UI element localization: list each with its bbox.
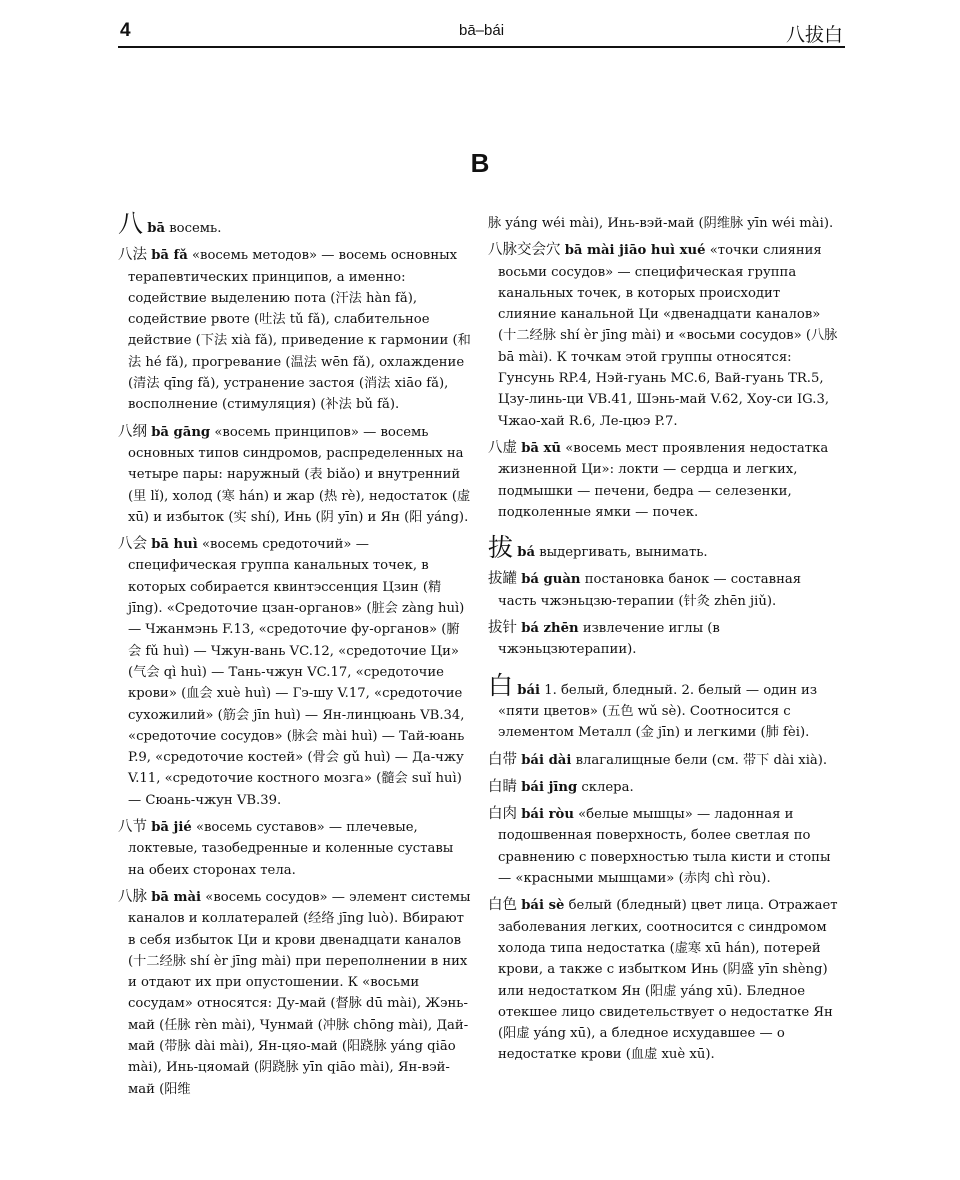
dictionary-entry: 八会 bā huì «восемь средоточий» — специфическая группа канальных точек, в которых собирается квинтэссенция Цзин (精 jīng). «Средоточие цзан-органов» (脏会 zàng huì) — Чжанмэнь F.13, «средоточие фу-органов» (腑会 fǔ huì) — Чжун-вань VC.12, «средоточие Ци» (气会 qì huì) — Тань-чжун VC.17, «средоточие крови» (血会 xuè huì) — Гэ-шу V.17, «средоточие сухожилий» (筋会 jīn huì) — Ян-линцюань VB.34, «средоточие сосудов» (脉会 mài huì) — Тай-юань P.9, «средоточие костей» (骨会 gǔ huì) — Да-чжу V.11, «средоточие костного мозга» (髓会 suǐ huì) — Сюань-чжун VB.39. — [118, 536, 465, 808]
dictionary-entry: 白带 bái dài влагалищные бели (см. 带下 dài xià). — [488, 751, 828, 768]
header-characters: 八拔白 — [785, 24, 843, 46]
dictionary-entry: 拔罐 bá guàn постановка банок — составная часть чжэньцзю-терапии (针灸 zhēn jiǔ). — [488, 571, 802, 609]
dictionary-entry: 八节 bā jié «восемь суставов» — плечевые, локтевые, тазобедренные и коленные суставы на обеих сторонах тела. — [118, 819, 454, 878]
dictionary-entry: 八法 bā fǎ «восемь методов» — восемь основных терапевтических принципов, а именно: содействие выделению пота (汗法 hàn fǎ), содействие рвоте (吐法 tǔ fǎ), слабительное действие (下法 xià fǎ), приведение к гармонии (和法 hé fǎ), прогревание (温法 wēn fǎ), охлаждение (清法 qīng fǎ), устранение застоя (消法 xiāo fǎ), восполнение (стимуляция) (补法 bǔ fǎ). — [118, 247, 471, 413]
dictionary-entry: 白睛 bái jīng склера. — [488, 778, 634, 795]
dictionary-entry: 白色 bái sè белый (бледный) цвет лица. Отражает заболевания легких, соотносится с синдромом холода типа недостатка (虚寒 xū hán), потерей крови, а также с избытком Инь (阴盛 yīn shèng) или недостатком Ян (阳虚 yáng xū). Бледное отекшее лицо свидетельствует о недостатке Ян (阳虚 yáng xū), а бледное исхудавшее — о недостатке крови (血虚 xuè xū). — [488, 897, 838, 1063]
dictionary-entry: 八虚 bā xū «восемь мест проявления недостатка жизненной Ци»: локти — сердца и легких, подмышки — печени, бедра — селезенки, подколенные ямки — почек. — [488, 439, 829, 520]
dictionary-entry: 八脉交会穴 bā mài jiāo huì xué «точки слияния восьми сосудов» — специфическая группа канальных точек, в которых происходит слияние канальной Ци «двенадцати каналов» (十二经脉 shí èr jīng mài) и «восьми сосудов» (八脉 bā mài). К точкам этой группы относятся: Гунсунь RP.4, Нэй-гуань MC.6, Вай-гуань TR.5, Цзу-линь-ци VB.41, Шэнь-май V.62, Хоу-си IG.3, Чжао-хай R.6, Ле-цюэ P.7. — [488, 242, 838, 429]
dictionary-entry-bai: 白 bái 1. белый, бледный. 2. белый — один из «пяти цветов» (五色 wǔ sè). Соотносится с элементом Металл (金 jīn) и легкими (肺 fèi). — [488, 670, 818, 741]
running-title: bā–bái — [458, 22, 505, 39]
page-header — [118, 20, 845, 48]
dictionary-entry: 拔针 bá zhēn извлечение иглы (в чжэньцзютерапии). — [488, 620, 720, 658]
dictionary-entry-continued: 脉 yáng wéi mài), Инь-вэй-май (阴维脉 yīn wéi mài). — [488, 216, 834, 231]
dictionary-entry: 白肉 bái ròu «белые мышцы» — ладонная и подошвенная поверхность, более светлая по сравнению с поверхностью тыла кисти и стопы — «красными мышцами» (赤肉 chì ròu). — [488, 806, 831, 887]
dictionary-entry-ba: 八 bā восемь. — [118, 209, 222, 238]
section-letter: B — [470, 148, 490, 178]
page-number: 4 — [120, 20, 131, 41]
left-column — [118, 209, 472, 1106]
dictionary-entry: 八脉 bā mài «восемь сосудов» — элемент системы каналов и коллатералей (经络 jīng luò). Вбирают в себя избыток Ци и крови двенадцати каналов (十二经脉 shí èr jīng mài) при переполнении в них и отдают их при опустошении. К «восьми сосудам» относятся: Ду-май (督脉 dū mài), Жэнь-май (任脉 rèn mài), Чунмай (冲脉 chōng mài), Дай-май (带脉 dài mài), Ян-цяо-май (阳跷脉 yáng qiāo mài), Инь-цяомай (阴跷脉 yīn qiāo mài), Ян-вэй-май (阳维 — [118, 888, 471, 1097]
dictionary-entry-ba2: 拔 bá выдергивать, вынимать. — [488, 533, 708, 563]
dictionary-entry: 八纲 bā gāng «восемь принципов» — восемь основных типов синдромов, распределенных на четыре пары: наружный (表 biǎo) и внутренний (里 lǐ), холод (寒 hán) и жар (热 rè), недостаток (虚 xū) и избыток (实 shí), Инь (阴 yīn) и Ян (阳 yáng). — [118, 423, 471, 525]
right-column — [488, 213, 842, 1072]
